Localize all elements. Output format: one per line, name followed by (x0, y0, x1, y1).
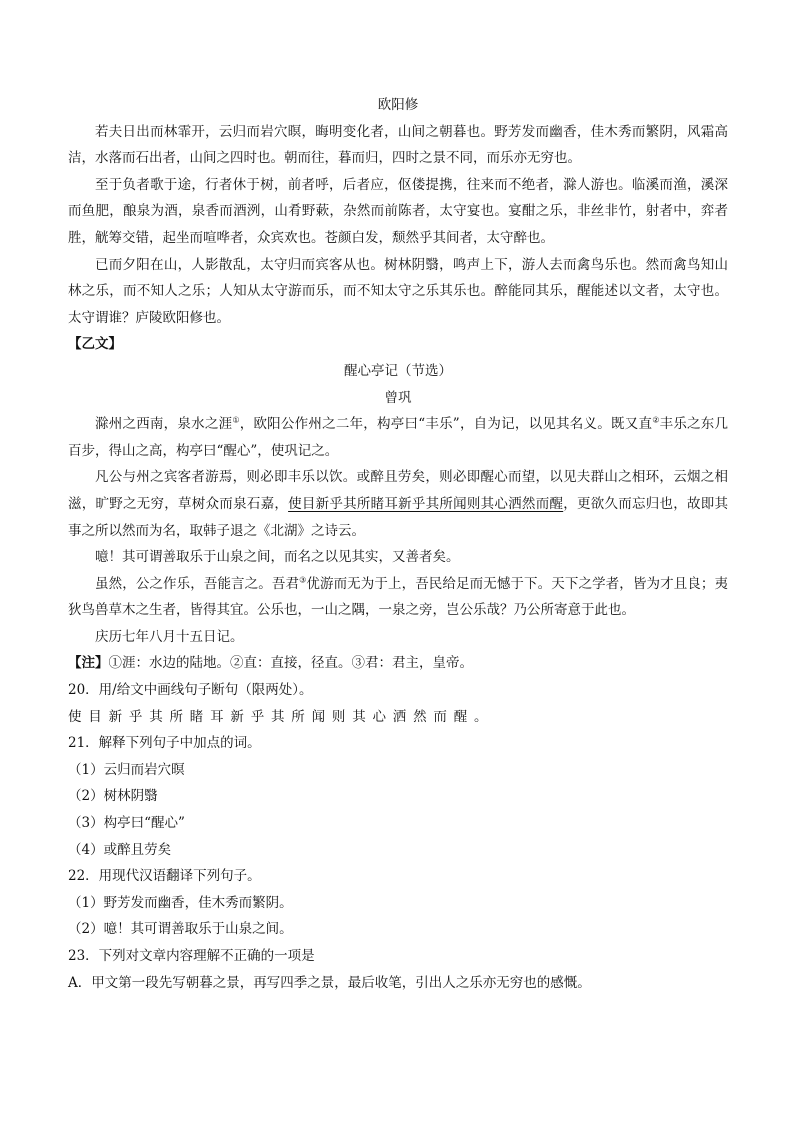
yi-p1-text-c: 丰乐之东几百步，得山之高，构亭曰“醒心”，使巩记之。 (68, 416, 729, 459)
note-text: ①涯：水边的陆地。②直：直接，径直。③君：君主，皇帝。 (108, 655, 473, 672)
jia-paragraph-3: 已而夕阳在山，人影散乱，太守归而宾客从也。树林阴翳，鸣声上下，游人去而禽鸟乐也。然而禽鸟知山林之乐，而不知人之乐；人知从太守游而乐，而不知太守之乐其乐也。醉能同其乐，醒能述以文者，太守也。太守谓谁？庐陵欧阳修也。 (68, 256, 728, 326)
question-22: 22．用现代汉语翻译下列句子。 (68, 868, 261, 885)
question-21-item-2: （2）树林阴翳 (68, 788, 158, 805)
question-21-item-4: （4）或醉且劳矣 (68, 841, 172, 858)
yi-author: 曾巩 (384, 389, 412, 406)
question-22-item-2: （2）噫！其可谓善取乐于山泉之间。 (68, 921, 293, 938)
note-label: 【注】 (68, 655, 109, 672)
question-21-item-3: （3）构亭曰“醒心” (68, 815, 185, 832)
jia-paragraph-2: 至于负者歌于途，行者休于树，前者呼，后者应，伛偻提携，往来而不绝者，滁人游也。临溪而渔，溪深而鱼肥，酿泉为酒，泉香而酒洌，山肴野蔌，杂然而前陈者，太守宴也。宴酣之乐，非丝非竹，射者中，弈者胜，觥筹交错，起坐而喧哗者，众宾欢也。苍颜白发，颓然乎其间者，太守醉也。 (68, 176, 728, 246)
question-23-option-a: A．甲文第一段先写朝暮之景，再写四季之景，最后收笔，引出人之乐亦无穷也的感慨。 (68, 974, 591, 991)
yi-p4-text-a: 虽然，公之作乐，吾能言之。吾君 (95, 575, 300, 592)
question-22-item-1: （1）野芳发而幽香，佳木秀而繁阴。 (68, 894, 293, 911)
footnote-mark-2: ② (652, 415, 660, 425)
question-21: 21．解释下列句子中加点的词。 (68, 735, 261, 752)
question-20-sentence: 使目新乎其所睹耳新乎其所闻则其心洒然而醒。 (68, 708, 495, 725)
jia-paragraph-1: 若夫日出而林霏开，云归而岩穴暝，晦明变化者，山间之朝暮也。野芳发而幽香，佳木秀而繁阴，风霜高洁，水落而石出者，山间之四时也。朝而往，暮而归，四时之景不同，而乐亦无穷也。 (68, 123, 728, 167)
yi-p2-text-b: ，更欲久而忘归也，故即其事之所以然而为名，取韩子退之《北湖》之诗云。 (68, 495, 729, 539)
document-page (68, 92, 728, 996)
yi-paragraph-2 (68, 464, 728, 544)
yi-paragraph-4 (68, 571, 728, 624)
underlined-sentence: 使目新乎其所睹耳新乎其所闻则其心洒然而醒 (288, 495, 564, 512)
question-20: 20．用/给文中画线句子断句（限两处）。 (68, 682, 313, 699)
yi-p1-text-a: 滁州之西南，泉水之涯 (95, 416, 233, 433)
yi-p4-text-b: 优游而无为于上，吾民给足而无憾于下。天下之学者，皆为才且良；夷狄鸟兽草木之生者，皆得其宜。公乐也，一山之隅，一泉之旁，岂公乐哉？乃公所寄意于此也。 (68, 575, 729, 619)
yi-paragraph-5: 庆历七年八月十五日记。 (95, 628, 244, 645)
yi-paragraph-3: 噫！其可谓善取乐于山泉之间，而名之以见其实，又善者矣。 (95, 549, 460, 566)
notes (68, 650, 728, 677)
question-21-item-1: （1）云归而岩穴暝 (68, 761, 185, 778)
footnote-mark-1: ① (232, 415, 240, 425)
footnote-mark-3: ③ (299, 575, 307, 585)
yi-p2-text-a: 凡公与州之宾客者游焉，则必即丰乐以饮。或醉且劳矣，则必即醒心而望，以见夫群山之相环，云烟之相滋，旷野之无穷，草树众而泉石嘉， (68, 469, 728, 512)
yi-heading: 【乙文】 (68, 336, 122, 353)
yi-p1-text-b: ，欧阳公作州之二年，构亭曰“丰乐”，自为记，以见其名义。既又直 (239, 416, 653, 433)
yi-paragraph-1 (68, 411, 728, 464)
yi-title: 醒心亭记（节选） (344, 362, 452, 379)
jia-author: 欧阳修 (377, 97, 419, 113)
question-23: 23．下列对文章内容理解不正确的一项是 (68, 948, 315, 964)
